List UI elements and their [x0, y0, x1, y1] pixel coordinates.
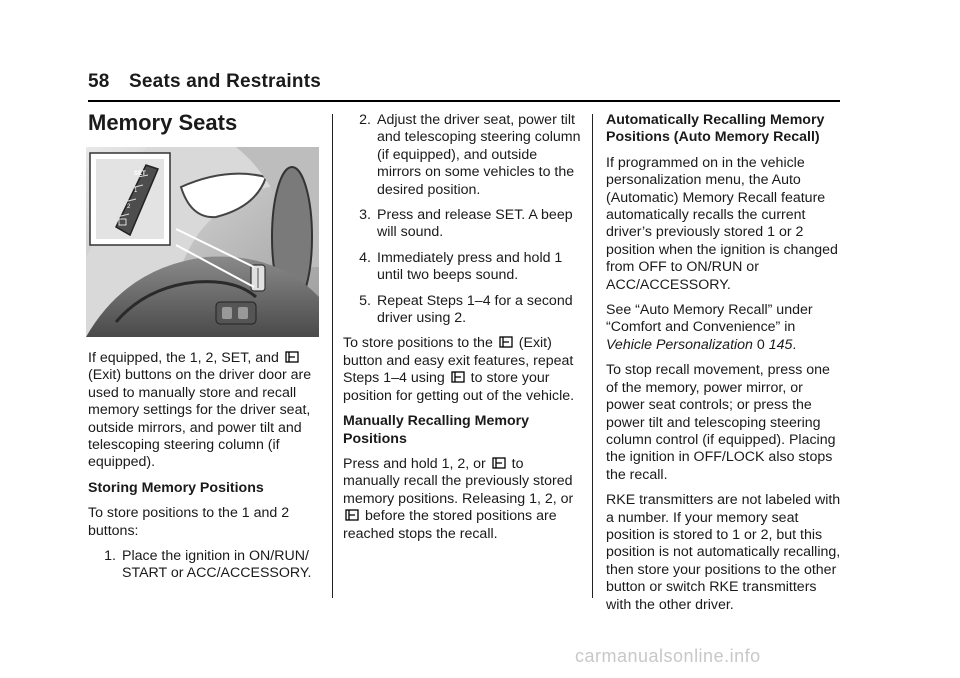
reference-arrow: 0: [756, 336, 765, 353]
page-number: 58: [88, 71, 110, 92]
step-text: Adjust the driver seat, power tilt and telescoping steering column (if equipped), and outside mirrors on some vehicles to the desired position.: [377, 112, 581, 198]
exit-icon: [451, 371, 465, 383]
exit-icon: [492, 457, 506, 469]
column-divider: [592, 114, 593, 598]
see-text: See “Auto Memory Recall” under “Comfort and Convenience” in: [606, 302, 813, 336]
set-button-label: SET: [134, 171, 146, 177]
step-number: 2.: [359, 112, 371, 128]
step-text: Repeat Steps 1–4 for a second driver using 2.: [377, 292, 573, 327]
button-2-label: 2: [127, 204, 131, 210]
manual-text-c: 1, 2, or: [529, 490, 574, 507]
column-divider: [332, 114, 333, 598]
button-1-label: 1: [134, 188, 138, 194]
exit-text-a: To store positions to the: [343, 335, 493, 352]
page-title: Memory Seats: [88, 110, 238, 135]
step-text: Immediately press and hold 1 until two beeps sound.: [377, 249, 563, 284]
column-3: [606, 112, 844, 622]
step-number: 1.: [104, 548, 116, 565]
exit-icon: [285, 351, 299, 363]
storing-intro: To store positions to the 1 and 2 buttons:: [88, 505, 290, 539]
door-panel-illustration: [86, 147, 319, 337]
list-item: [88, 548, 322, 583]
intro-text-b: (Exit) buttons on the driver door are used to manually store and recall memory settings for the driver seat, outside mirrors, and power tilt and telescoping steering column (if equipped).: [88, 367, 312, 471]
watermark: carmanualsonline.info: [575, 646, 761, 666]
step-number: 3.: [359, 207, 371, 224]
see-text-end: .: [792, 336, 797, 353]
exit-text-b: (Exit) button and easy exit features,: [343, 335, 552, 369]
step-number: 5.: [359, 292, 371, 309]
cross-reference[interactable]: Vehicle Personalization: [606, 336, 753, 353]
exit-icon: [345, 509, 359, 521]
exit-text-c: repeat Steps 1–4 using: [343, 352, 574, 387]
list-item: [343, 207, 583, 242]
list-item: [343, 293, 583, 328]
auto-recall-text: If programmed on in the vehicle personalization menu, the Auto (Automatic) Memory Recall feature automatically recalls the current driver’s previously stored 1 or 2 position when the ignition is changed from OFF to ON/RUN or ACC/ACCESSORY.: [606, 154, 838, 293]
step-number: 4.: [359, 249, 371, 266]
page-header: [88, 71, 321, 93]
storing-heading: Storing Memory Positions: [88, 479, 264, 496]
manual-text-b: to manually recall the previously stored memory positions. Releasing: [343, 455, 573, 507]
column-1: [88, 110, 322, 136]
exit-icon: [499, 336, 513, 348]
column-1-body: [88, 350, 322, 591]
list-item: [343, 250, 583, 285]
reference-page[interactable]: 145: [768, 336, 793, 353]
auto-recall-heading: Automatically Recalling Memory Positions (Auto Memory Recall): [606, 112, 825, 146]
header-rule: [88, 100, 840, 102]
step-text: Press and release SET. A beep will sound.: [377, 207, 573, 241]
section-title: Seats and Restraints: [129, 71, 321, 92]
intro-text-a: If equipped, the 1, 2, SET, and: [88, 350, 279, 366]
rke-text: RKE transmitters are not labeled with a number. If your memory seat position is stored to 1 or 2, but this position is not automatically recalling, then store your positions to the other button or switch RKE transmitters with the other driver.: [606, 492, 841, 613]
exit-text-d: to store your position for getting out of the vehicle.: [343, 370, 575, 404]
step-text: Place the ignition in ON/RUN/ START or ACC/ACCESSORY.: [122, 548, 312, 582]
manual-text-a: Press and hold 1, 2, or: [343, 455, 486, 472]
column-2: [343, 112, 583, 551]
list-item: [343, 112, 583, 199]
manual-text-d: before the stored positions are reached stops the recall.: [343, 508, 557, 542]
memory-seat-figure: [86, 147, 319, 337]
stop-recall-text: To stop recall movement, press one of the memory, power mirror, or power seat controls; or press the power tilt and telescoping steering column control (if equipped). Placing the ignition in OFF/LOCK also stops the recall.: [606, 362, 836, 483]
manual-heading: Manually Recalling Memory Positions: [343, 413, 530, 447]
